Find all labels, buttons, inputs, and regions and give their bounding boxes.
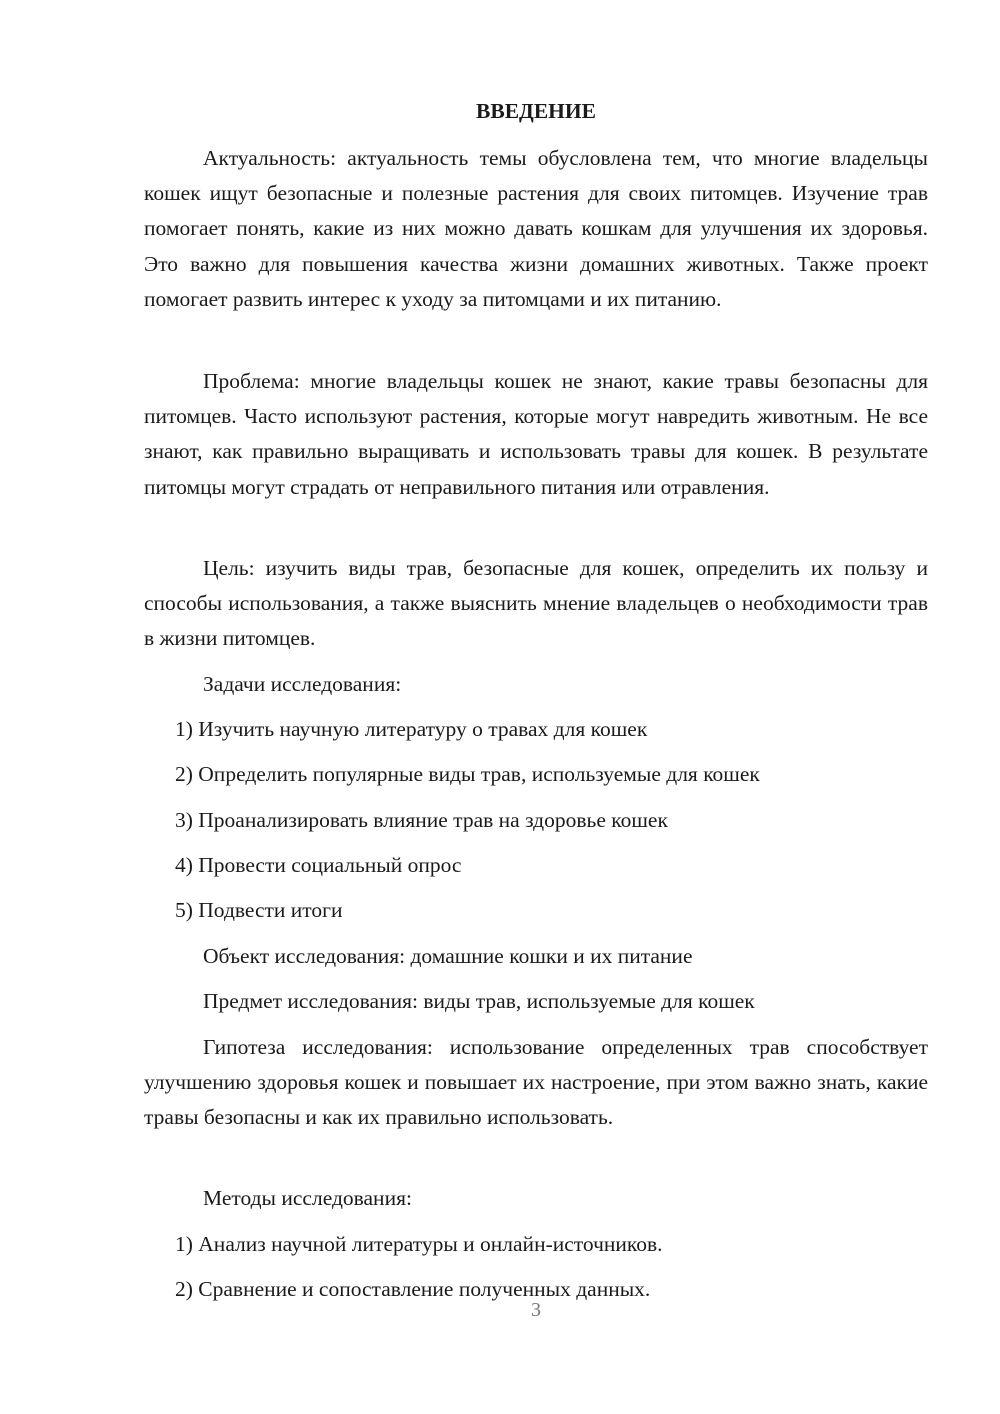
hypothesis-paragraph: Гипотеза исследования: использование определенных трав способствует улучшению здоровья кошек и повышает их настроение, при этом важно знать, какие травы безопасны и как их правильно использовать. <box>144 1035 928 1130</box>
page-number: 3 <box>531 1299 541 1321</box>
method-item: 1) Анализ научной литературы и онлайн-источников. <box>175 1232 663 1256</box>
goal-paragraph: Цель: изучить виды трав, безопасные для кошек, определить их пользу и способы использования, а также выяснить мнение владельцев о необходимости трав в жизни питомцев. <box>144 556 928 651</box>
task-item: 2) Определить популярные виды трав, используемые для кошек <box>175 762 760 786</box>
task-item: 1) Изучить научную литературу о травах для кошек <box>175 717 648 741</box>
task-item: 3) Проанализировать влияние трав на здоровье кошек <box>175 808 668 832</box>
relevance-paragraph: Актуальность: актуальность темы обусловлена тем, что многие владельцы кошек ищут безопасные и полезные растения для своих питомцев. Изучение трав помогает понять, какие из них можно давать кошкам для улучшения их здоровья. Это важно для повышения качества жизни домашних животных. Также проект помогает развить интерес к уходу за питомцами и их питанию. <box>144 146 928 311</box>
task-item: 5) Подвести итоги <box>175 898 343 922</box>
page-title: ВВЕДЕНИЕ <box>476 99 596 123</box>
problem-paragraph: Проблема: многие владельцы кошек не знают, какие травы безопасны для питомцев. Часто используют растения, которые могут навредить животным. Не все знают, как правильно выращивать и использовать травы для кошек. В результате питомцы могут страдать от неправильного питания или отравления. <box>144 369 928 499</box>
research-object: Объект исследования: домашние кошки и их питание <box>203 944 693 968</box>
document-page <box>144 0 928 1414</box>
method-item: 2) Сравнение и сопоставление полученных данных. <box>175 1277 651 1301</box>
research-subject: Предмет исследования: виды трав, используемые для кошек <box>203 989 755 1013</box>
tasks-heading: Задачи исследования: <box>203 672 402 696</box>
task-item: 4) Провести социальный опрос <box>175 853 462 877</box>
methods-heading: Методы исследования: <box>203 1186 412 1210</box>
